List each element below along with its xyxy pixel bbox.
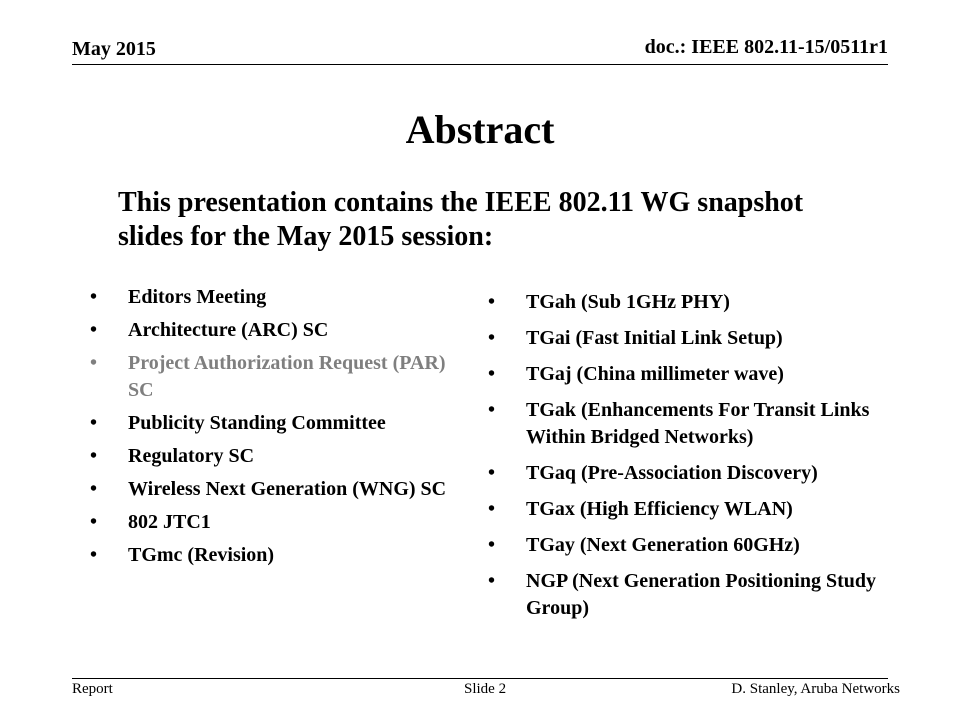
list-item xyxy=(88,317,468,344)
bullet-icon: • xyxy=(488,498,496,520)
list-item xyxy=(88,509,468,536)
list-item-label: Editors Meeting xyxy=(128,286,267,308)
bullet-icon: • xyxy=(488,327,496,349)
footer-left: Report xyxy=(72,681,113,697)
list-item xyxy=(88,542,468,569)
list-item xyxy=(486,397,896,451)
bullet-icon: • xyxy=(90,478,98,500)
bullet-icon: • xyxy=(488,363,496,385)
list-item-label: TGay (Next Generation 60GHz) xyxy=(526,534,800,556)
list-item xyxy=(88,350,468,404)
bullet-icon: • xyxy=(90,511,98,533)
bullet-icon: • xyxy=(90,352,98,374)
list-item xyxy=(486,496,896,523)
header-divider xyxy=(72,64,888,65)
list-item xyxy=(486,289,896,316)
list-item xyxy=(486,460,896,487)
bullet-icon: • xyxy=(488,462,496,484)
list-item-label: TGak (Enhancements For Transit Links Within Bridged Networks) xyxy=(526,399,870,448)
slide-title: Abstract xyxy=(405,107,555,152)
list-item-label: Architecture (ARC) SC xyxy=(128,319,329,341)
list-item xyxy=(88,443,468,470)
bullet-icon: • xyxy=(90,286,98,308)
list-item xyxy=(88,284,468,311)
list-item-label: TGai (Fast Initial Link Setup) xyxy=(526,327,783,349)
list-item-label: Publicity Standing Committee xyxy=(128,412,386,434)
list-item-label: 802 JTC1 xyxy=(128,511,211,533)
list-item-label: TGaq (Pre-Association Discovery) xyxy=(526,462,818,484)
footer-slide-number: Slide 2 xyxy=(464,681,507,697)
intro-text: This presentation contains the IEEE 802.11 WG snapshot slides for the May 2015 session: xyxy=(118,187,804,252)
list-item-label: TGax (High Efficiency WLAN) xyxy=(526,498,793,520)
bullet-icon: • xyxy=(488,399,496,421)
footer-author: D. Stanley, Aruba Networks xyxy=(731,681,900,697)
list-item xyxy=(88,476,468,503)
list-item-label: TGmc (Revision) xyxy=(128,544,275,566)
bullet-icon: • xyxy=(90,445,98,467)
bullet-icon: • xyxy=(90,412,98,434)
list-item-label: Wireless Next Generation (WNG) SC xyxy=(128,478,447,500)
header-date: May 2015 xyxy=(72,38,156,60)
bullet-icon: • xyxy=(488,291,496,313)
left-bullet-list xyxy=(88,284,468,575)
list-item xyxy=(486,532,896,559)
list-item-label: NGP (Next Generation Positioning Study Group) xyxy=(526,570,877,619)
footer-divider xyxy=(72,678,888,679)
list-item-label: Regulatory SC xyxy=(128,445,255,467)
bullet-icon: • xyxy=(90,544,98,566)
header-doc-id: doc.: IEEE 802.11-15/0511r1 xyxy=(644,36,888,58)
right-bullet-list xyxy=(486,289,896,631)
list-item xyxy=(486,325,896,352)
bullet-icon: • xyxy=(90,319,98,341)
list-item xyxy=(486,361,896,388)
list-item xyxy=(486,568,896,622)
list-item-label: TGaj (China millimeter wave) xyxy=(526,363,784,385)
list-item-label: TGah (Sub 1GHz PHY) xyxy=(526,291,730,313)
bullet-icon: • xyxy=(488,534,496,556)
bullet-icon: • xyxy=(488,570,496,592)
list-item-label: Project Authorization Request (PAR) SC xyxy=(128,352,446,401)
list-item xyxy=(88,410,468,437)
